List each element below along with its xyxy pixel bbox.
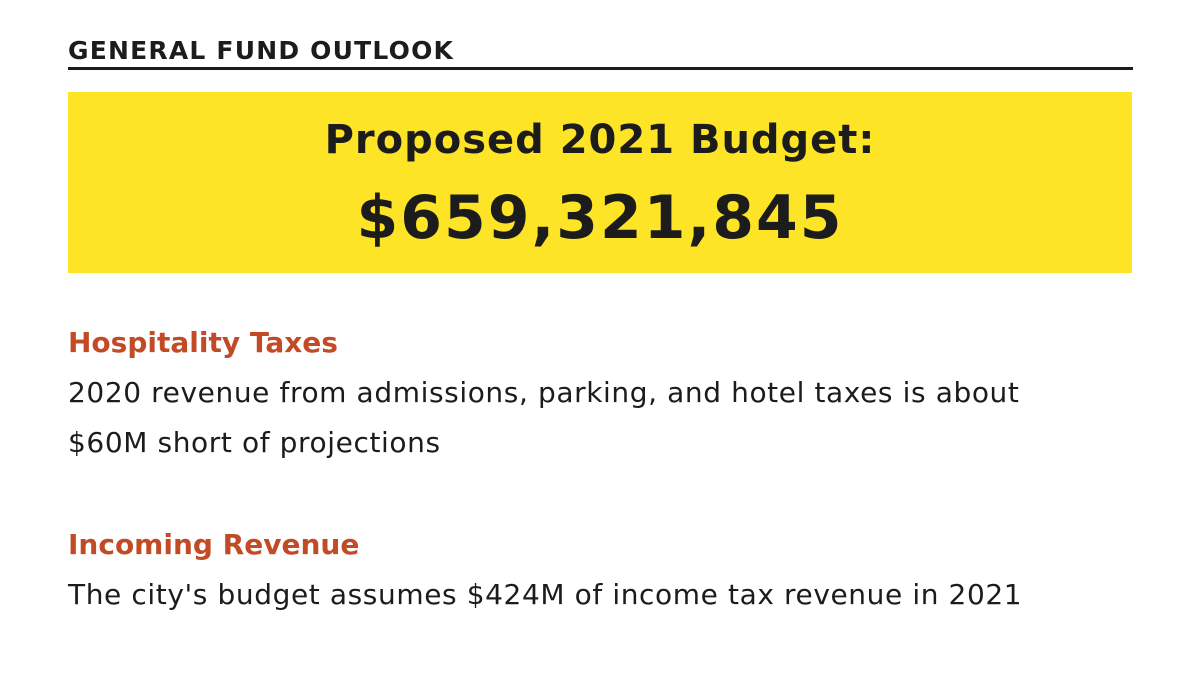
hospitality-taxes-text-line-1: 2020 revenue from admissions, parking, and hotel taxes is about — [68, 376, 1020, 409]
incoming-revenue-text-line-1: The city's budget assumes $424M of income tax revenue in 2021 — [68, 578, 1023, 611]
hospitality-taxes-heading: Hospitality Taxes — [68, 326, 338, 359]
budget-amount: $659,321,845 — [356, 183, 844, 253]
budget-highlight-box — [68, 92, 1132, 273]
section-title: GENERAL FUND OUTLOOK — [68, 36, 455, 65]
title-underline — [68, 67, 1133, 70]
incoming-revenue-heading: Incoming Revenue — [68, 528, 360, 561]
hospitality-taxes-text-line-2: $60M short of projections — [68, 426, 441, 459]
budget-label: Proposed 2021 Budget: — [324, 117, 876, 163]
